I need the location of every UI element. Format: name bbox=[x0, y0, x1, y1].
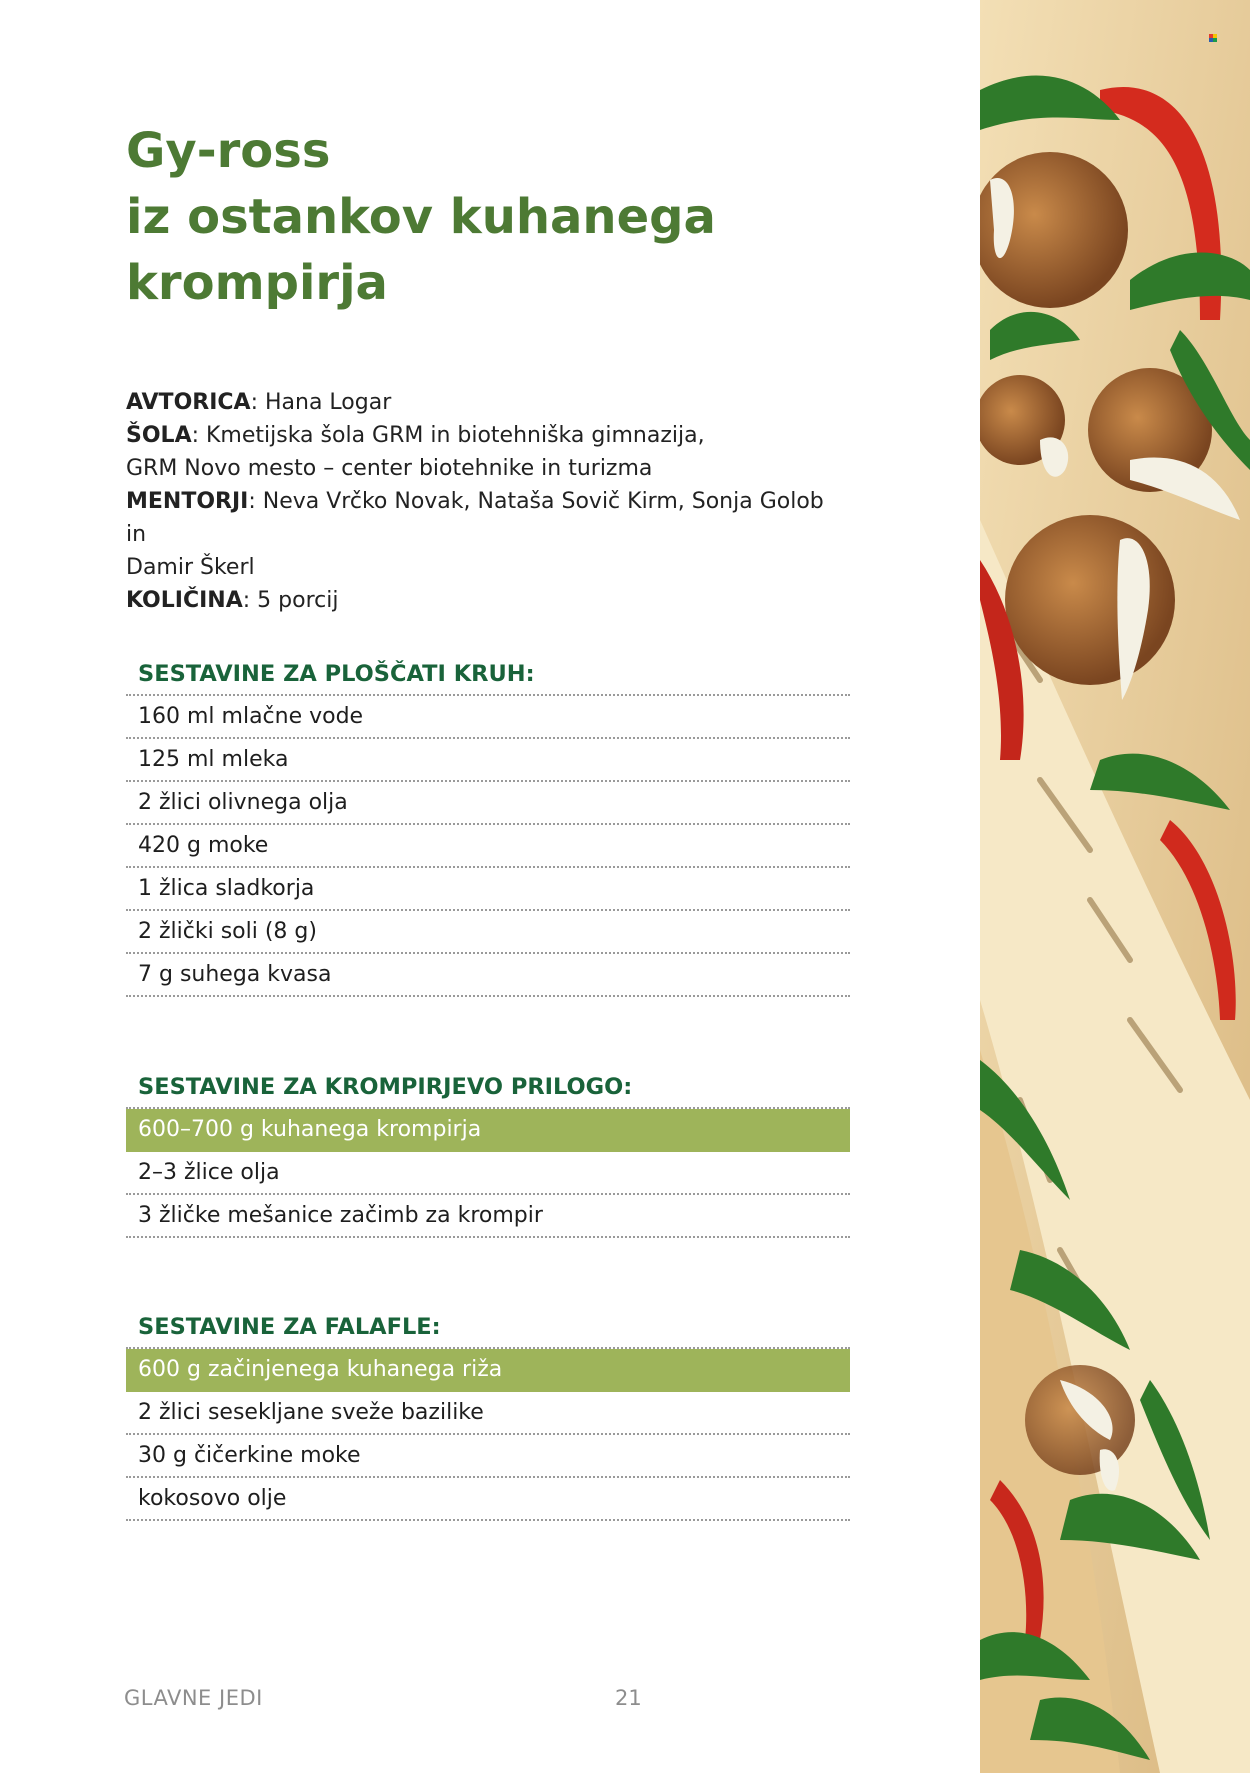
ingredient-item: 3 žličke mešanice začimb za krompir bbox=[126, 1195, 850, 1238]
ingredient-item: 2 žlici olivnega olja bbox=[126, 782, 850, 825]
recipe-title bbox=[126, 118, 846, 316]
ingredient-item: 420 g moke bbox=[126, 825, 850, 868]
quantity-label: KOLIČINA bbox=[126, 588, 243, 613]
food-photo-illustration bbox=[980, 0, 1250, 1773]
color-mark-icon bbox=[1209, 34, 1217, 42]
ingredient-item: 7 g suhega kvasa bbox=[126, 954, 850, 997]
recipe-meta bbox=[126, 386, 846, 617]
quantity-value: : 5 porcij bbox=[242, 588, 339, 613]
title-line-3: krompirja bbox=[126, 255, 388, 311]
footer-category: GLAVNE JEDI bbox=[124, 1686, 263, 1710]
ingredient-item: 1 žlica sladkorja bbox=[126, 868, 850, 911]
ingredient-item-highlighted: 600–700 g kuhanega krompirja bbox=[126, 1109, 850, 1152]
author-value: : Hana Logar bbox=[250, 390, 392, 415]
mentors-value: : Neva Vrčko Novak, Nataša Sovič Kirm, Sonja Golob in bbox=[126, 489, 824, 547]
ingredient-list bbox=[126, 694, 850, 997]
school-label: ŠOLA bbox=[126, 423, 192, 448]
food-photo bbox=[980, 0, 1250, 1773]
page-number: 21 bbox=[615, 1686, 642, 1710]
ingredient-item: kokosovo olje bbox=[126, 1478, 850, 1521]
ingredient-item: 2 žlici sesekljane sveže bazilike bbox=[126, 1392, 850, 1435]
ingredients-section-flatbread bbox=[126, 654, 850, 997]
school-line-2: GRM Novo mesto – center biotehnike in turizma bbox=[126, 456, 653, 481]
quantity-line bbox=[126, 584, 846, 617]
title-line-2: iz ostankov kuhanega bbox=[126, 189, 716, 245]
section-title: SESTAVINE ZA KROMPIRJEVO PRILOGO: bbox=[138, 1074, 633, 1100]
ingredient-item: 125 ml mleka bbox=[126, 739, 850, 782]
ingredient-list bbox=[126, 1347, 850, 1521]
ingredient-list bbox=[126, 1107, 850, 1238]
author-line bbox=[126, 386, 846, 419]
school-line bbox=[126, 419, 846, 452]
ingredients-section-falafel bbox=[126, 1307, 850, 1521]
ingredient-item: 160 ml mlačne vode bbox=[126, 696, 850, 739]
mentors-label: MENTORJI bbox=[126, 489, 249, 514]
ingredient-item: 30 g čičerkine moke bbox=[126, 1435, 850, 1478]
ingredient-item: 2–3 žlice olja bbox=[126, 1152, 850, 1195]
section-title: SESTAVINE ZA PLOŠČATI KRUH: bbox=[138, 661, 535, 687]
section-title: SESTAVINE ZA FALAFLE: bbox=[138, 1314, 441, 1340]
school-value: : Kmetijska šola GRM in biotehniška gimnazija, bbox=[191, 423, 705, 448]
ingredient-item-highlighted: 600 g začinjenega kuhanega riža bbox=[126, 1349, 850, 1392]
mentors-line bbox=[126, 485, 846, 551]
author-label: AVTORICA bbox=[126, 390, 251, 415]
mentors-line-2: Damir Škerl bbox=[126, 555, 255, 580]
ingredients-section-potato bbox=[126, 1067, 850, 1238]
ingredient-item: 2 žlički soli (8 g) bbox=[126, 911, 850, 954]
title-line-1: Gy-ross bbox=[126, 123, 331, 179]
